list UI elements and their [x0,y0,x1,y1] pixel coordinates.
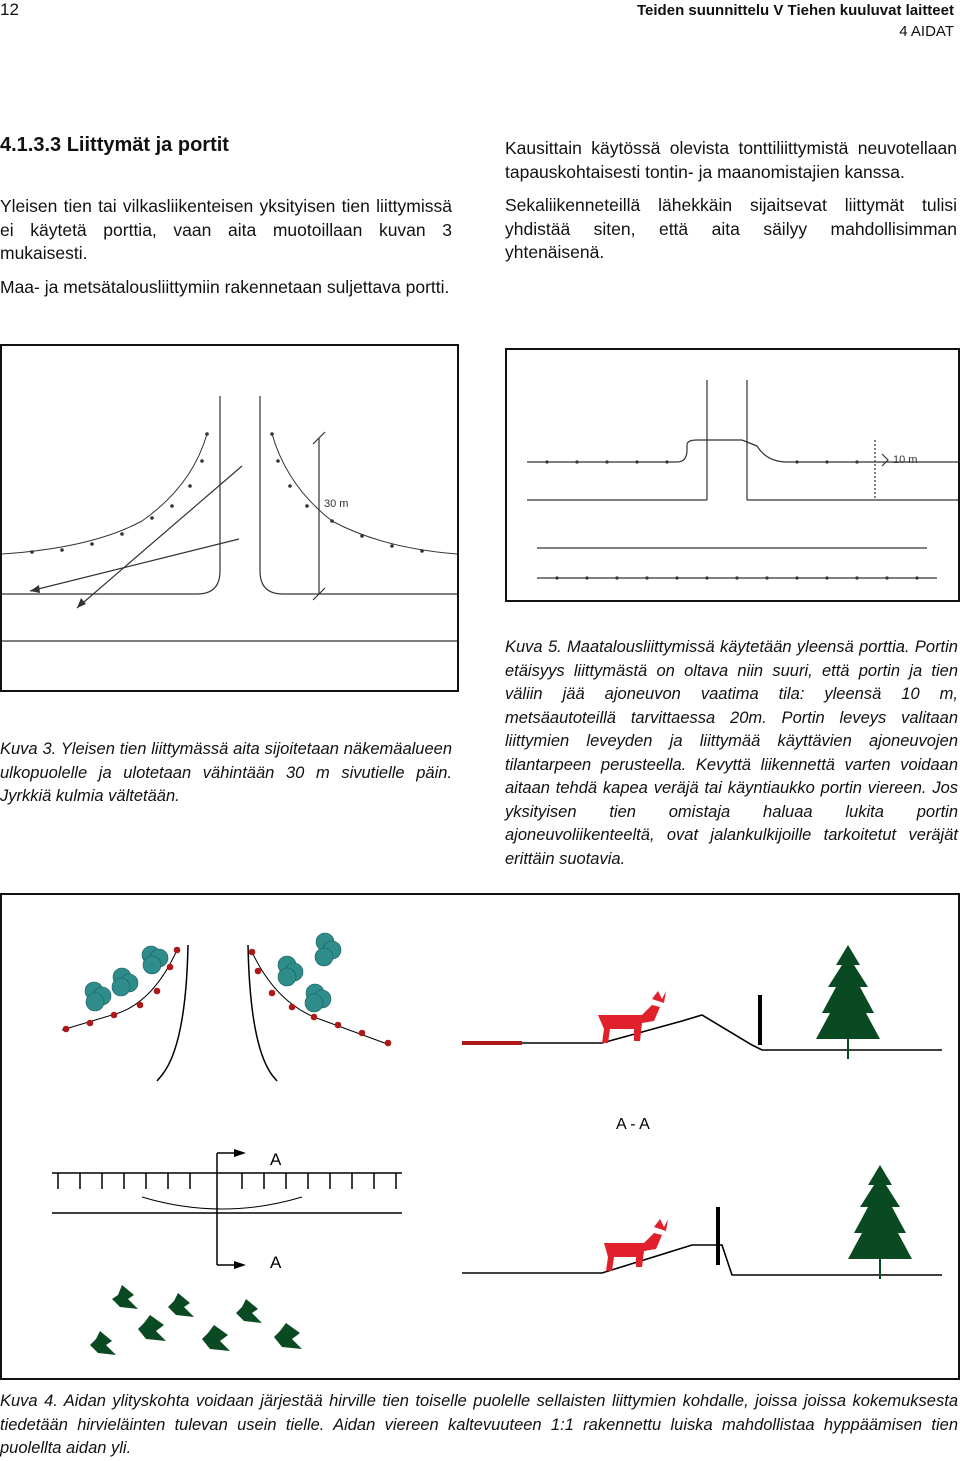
fence-right [272,434,457,554]
dimension-label: 10 m [893,454,918,466]
right-column-text [505,137,957,275]
marker-a-top: A [270,1150,282,1169]
fence-ticks [58,1173,396,1189]
road-edge-right [260,396,457,594]
fence-right [757,446,958,462]
paragraph: Kausittain käytössä olevista tonttiliittymistä neuvotellaan tapauskohtaisesti tontin- ja maanomistajien kanssa. [505,138,957,182]
section-heading: 4.1.3.3 Liittymät ja portit [0,134,229,156]
paragraph: Sekaliikenneteillä lähekkäin sijaitsevat liittymät tulisi yhdistää siten, että aita säilyy mahdollisimman yhtenäisenä. [505,195,957,262]
tree-icon-upper [816,945,880,1059]
paragraph: Yleisen tien tai vilkasliikenteisen yksityisen tien liittymissä ei käytetä porttia, vaan aita muotoillaan kuvan 3 mukaisesti. [0,196,452,263]
page-number: 12 [0,0,19,19]
figure-4-drawing [2,895,958,1378]
fence-posts-plan [63,947,392,1047]
figure-4-diagram [0,893,960,1380]
figure-5-diagram [505,348,960,602]
moose-icon-lower [604,1219,668,1271]
figure-3-drawing [2,346,457,690]
road-edge-left [2,396,220,594]
marker-a-bottom: A [270,1253,282,1272]
left-column-text [0,195,452,309]
figure-3-caption: Kuva 3. Yleisen tien liittymässä aita sijoitetaan näkemäalueen ulkopuolelle ja ulotetaan vähintään 30 m sivutielle päin. Jyrkkiä kulmia vältetään. [0,740,452,805]
ramp [142,1197,302,1209]
running-header-chapter: 4 AIDAT [899,23,954,40]
dimension-label: 30 m [324,498,349,510]
tree-icon-lower [848,1165,912,1279]
section-label: A - A [616,1116,650,1133]
gate [742,440,757,446]
running-header-title: Teiden suunnittelu V Tiehen kuuluvat laitteet [637,2,954,19]
figure-5-drawing [507,350,958,600]
figure-5-caption: Kuva 5. Maatalousliittymissä käytetään yleensä porttia. Portin etäisyys liittymästä on oltava niin suuri, että portin ja tien väliin jää ajoneuvon vaatima tila: yleensä 10 m, metsäautoteillä tarvittaessa 20m. Portin leveys valitaan liittymien leveyden ja liittymää käyttävien ajoneuvojen tilantarpeen perusteella. Kevyttä liikennettä varten voidaan aitaan tehdä kapea veräjä tai käyntiaukko portin viereen. Jos yksityisen tien omistaja haluaa lukita portin ajoneuvoliikenteeltä, ovat jalankulkijoille tarkoitetut veräjät erittäin suotavia. [505,638,958,868]
road-edge-right [248,945,277,1081]
figure-4-caption: Kuva 4. Aidan ylityskohta voidaan järjestää hirville tien toiselle puolelle sellaisten liittymien kohdalle, joissa joissa kokemuksesta tiedetään hirvieläinten tulevan usein tielle. Aidan viereen kaltevuuteen 1:1 rakennettu luiska mahdollistaa hyppäämisen tien puolellta aidan yli. [0,1392,958,1457]
bushes [85,933,341,1012]
fence-left [2,434,207,554]
paragraph: Maa- ja metsätalousliittymiin rakennetaan suljettava portti. [0,276,450,297]
fence-left [527,440,742,462]
tree-crowns [90,1285,302,1355]
figure-3-diagram [0,344,459,692]
running-header [637,0,954,42]
